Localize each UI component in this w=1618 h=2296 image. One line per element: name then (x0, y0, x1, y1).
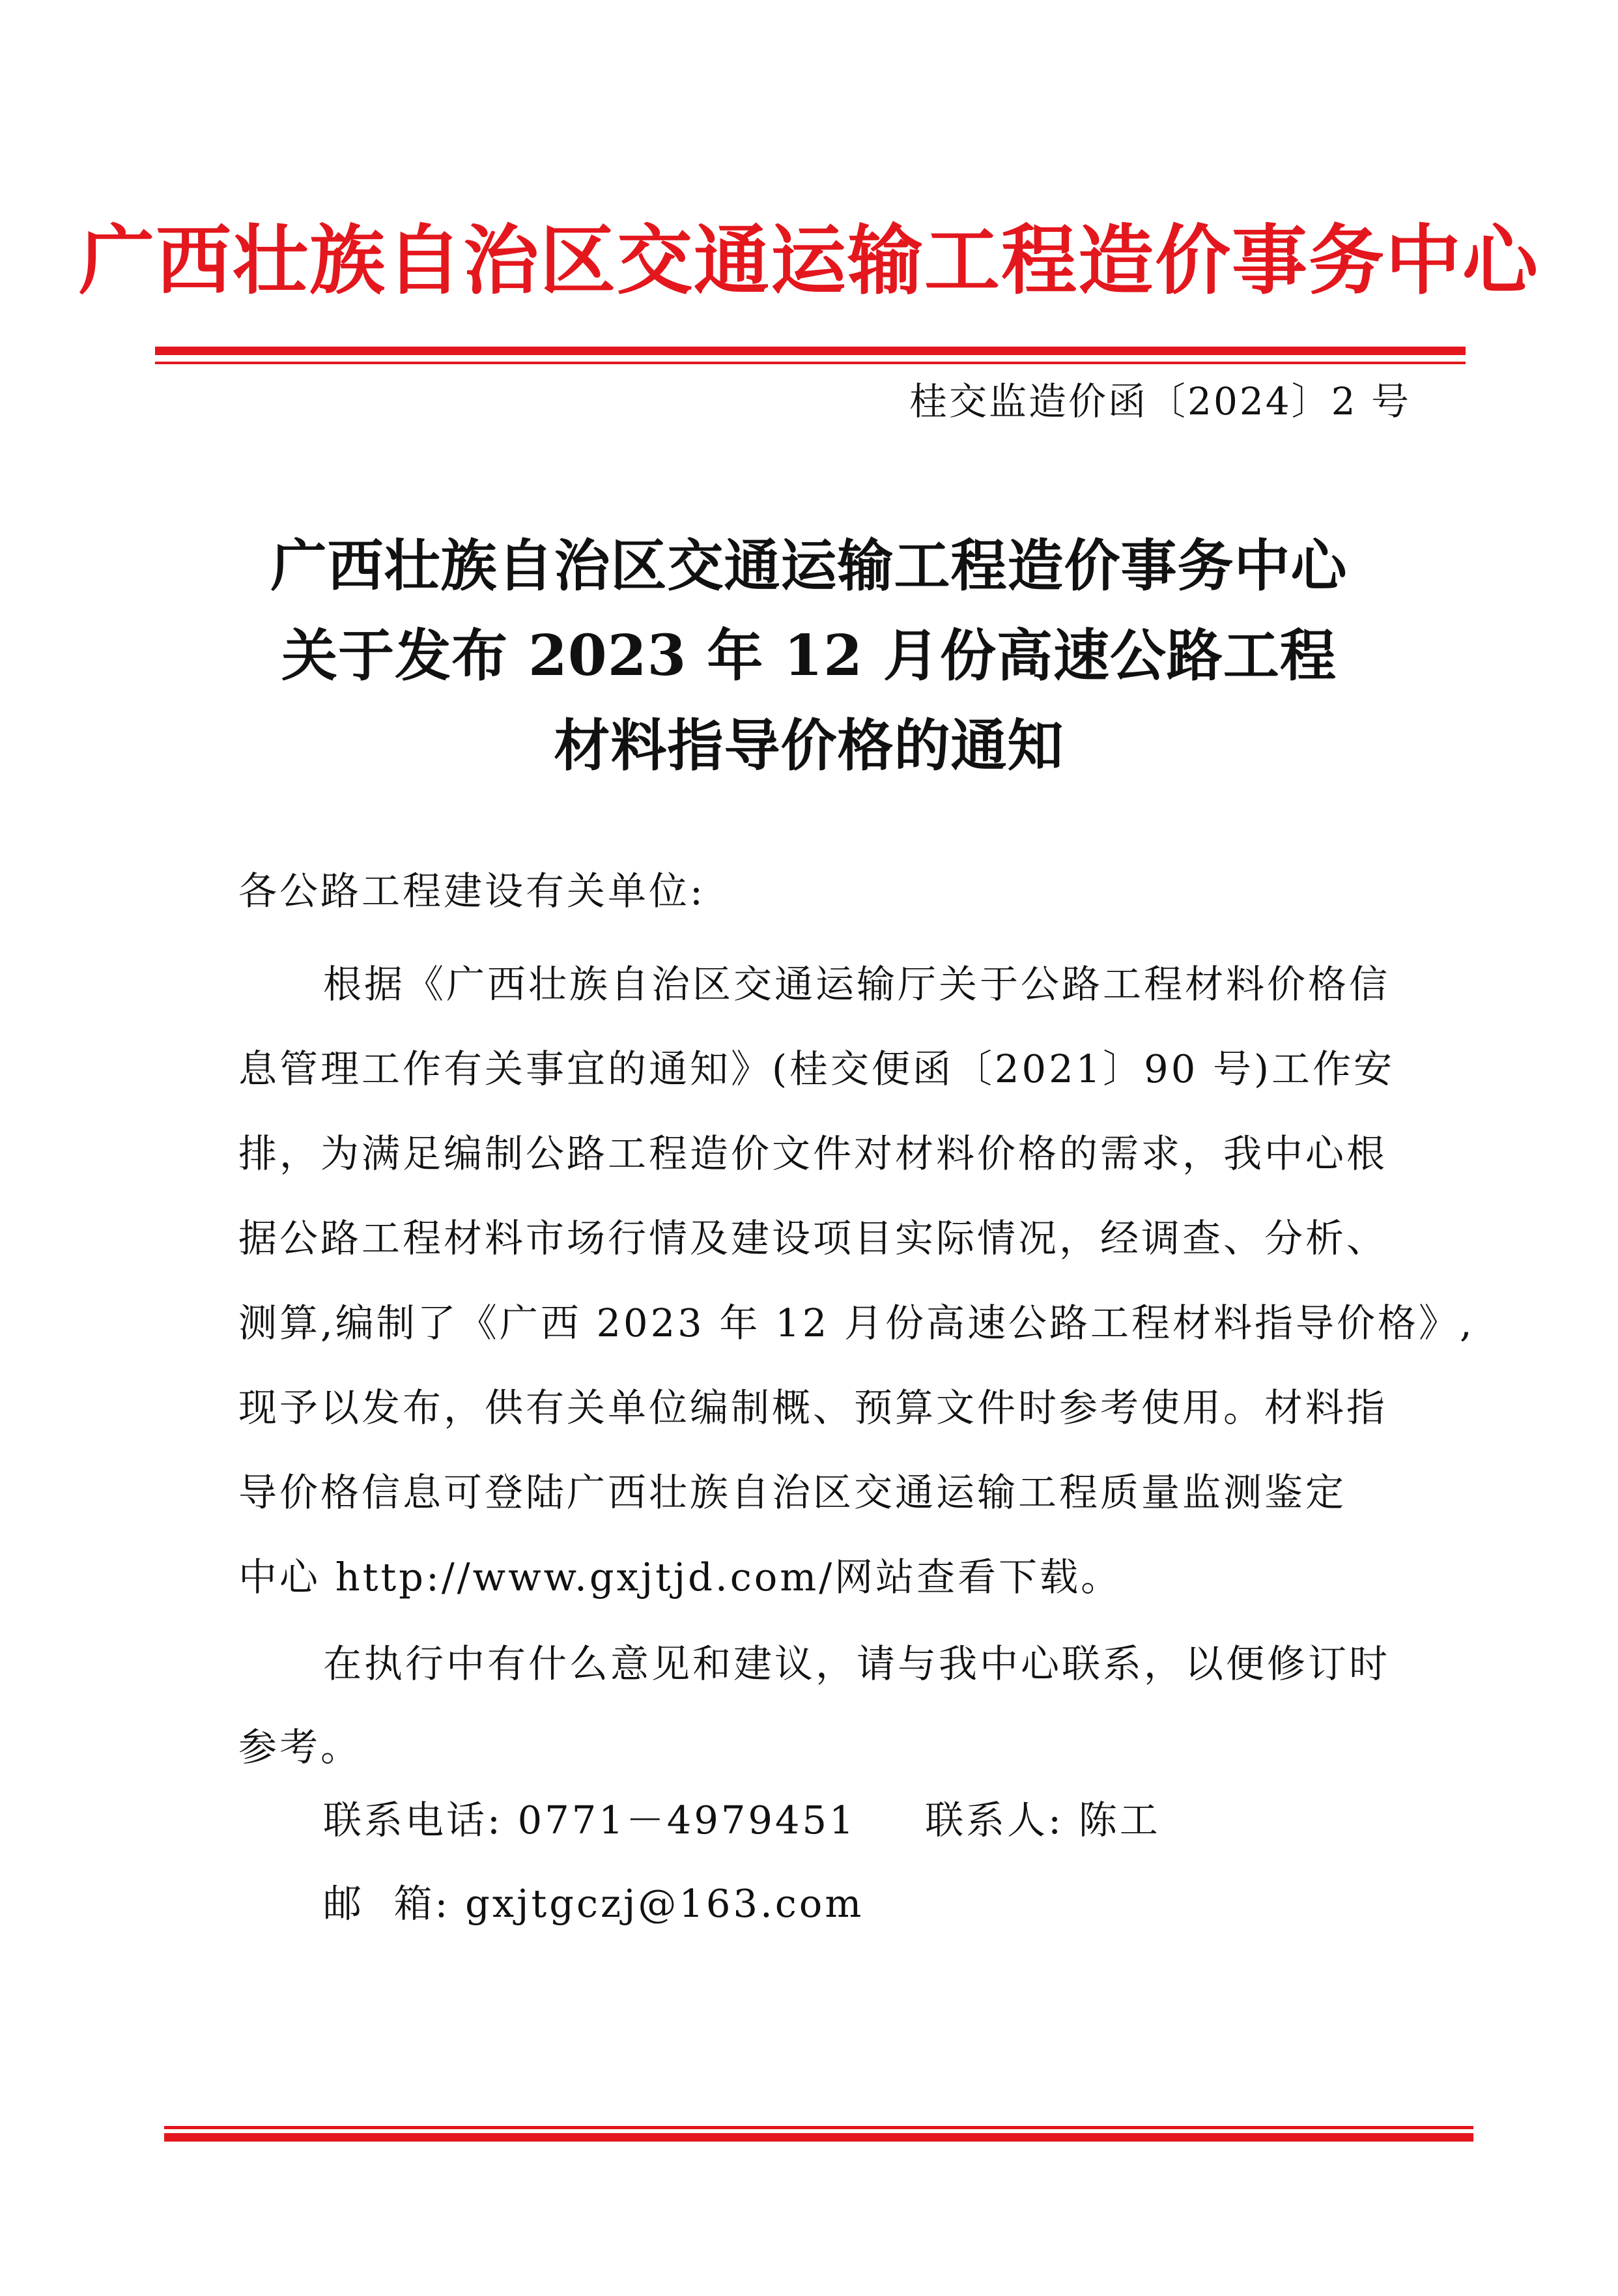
paragraph-line: 参考。 (238, 1725, 362, 1770)
body-paragraph-1 (238, 942, 1475, 1620)
salutation: 各公路工程建设有关单位: (238, 868, 705, 913)
paragraph-line: 息管理工作有关事宜的通知》(桂交便函〔2021〕90 号)工作安 (238, 1046, 1395, 1091)
paragraph-line: 在执行中有什么意见和建议，请与我中心联系，以便修订时 (323, 1641, 1391, 1686)
title-line-1: 广西壮族自治区交通运输工程造价事务中心 (270, 533, 1348, 599)
footer-rule-thick (164, 2133, 1473, 2142)
paragraph-line: 中心 http://www.gxjtjd.com/网站查看下载。 (238, 1555, 1122, 1600)
paragraph-line: 排，为满足编制公路工程造价文件对材料价格的需求，我中心根 (238, 1131, 1388, 1176)
paragraph-line: 现予以发布，供有关单位编制概、预算文件时参考使用。材料指 (238, 1385, 1388, 1430)
email-address: gxjtgczj@163.com (465, 1881, 864, 1926)
title-line-2: 关于发布 2023 年 12 月份高速公路工程 (281, 623, 1337, 689)
letterhead-rule-thin (155, 362, 1466, 364)
email-label: 邮 箱: (323, 1881, 451, 1926)
contact-person-label: 联系人: (925, 1798, 1064, 1843)
paragraph-line: 根据《广西壮族自治区交通运输厅关于公路工程材料价格信 (323, 962, 1391, 1007)
phone-number: 0771－4979451 (517, 1798, 857, 1843)
document-number: 桂交监造价函〔2024〕2 号 (909, 379, 1411, 423)
phone-label: 联系电话: (323, 1798, 503, 1843)
contact-email-line (323, 1862, 1535, 1945)
body-paragraph-2 (238, 1622, 1450, 1789)
document-title (0, 521, 1618, 791)
paragraph-line: 导价格信息可登陆广西壮族自治区交通运输工程质量监测鉴定 (238, 1470, 1347, 1515)
footer-rule-thin (164, 2126, 1473, 2129)
contact-block (323, 1779, 1535, 1945)
paragraph-line: 测算,编制了《广西 2023 年 12 月份高速公路工程材料指导价格》, (238, 1300, 1475, 1345)
contact-phone-line (323, 1779, 1535, 1862)
title-line-3: 材料指导价格的通知 (554, 713, 1064, 779)
letterhead-rule-thick (155, 347, 1466, 355)
contact-person: 陈工 (1078, 1798, 1161, 1843)
paragraph-line: 据公路工程材料市场行情及建设项目实际情况，经调查、分析、 (238, 1216, 1388, 1261)
letterhead-title: 广西壮族自治区交通运输工程造价事务中心 (79, 216, 1539, 305)
